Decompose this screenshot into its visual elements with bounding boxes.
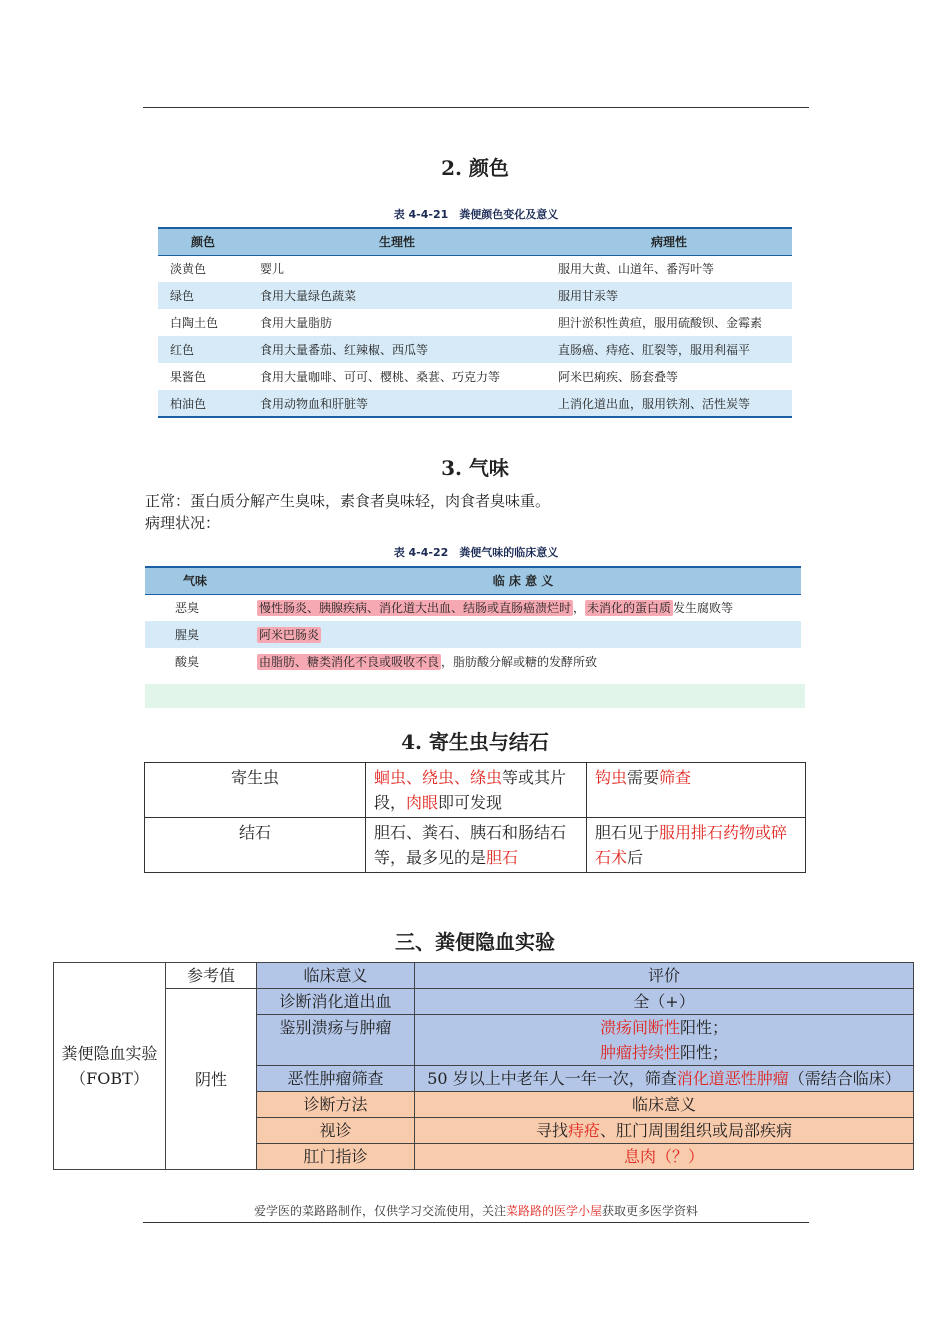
color-cell: 果酱色 <box>170 370 207 384</box>
odor-pathology-label: 病理状况： <box>145 514 221 532</box>
text: 阳性； <box>680 1043 729 1062</box>
bottom-rule <box>143 1222 809 1223</box>
ref-value-cell: 阴性 <box>166 989 257 1170</box>
color-cell: 柏油色 <box>158 390 248 417</box>
table-row <box>158 336 792 363</box>
highlight: 慢性肠炎、胰腺疾病、消化道大出血、结肠或直肠癌溃烂时 <box>259 601 572 616</box>
significance-header: 临床意义 <box>415 1092 914 1118</box>
odor-table <box>145 566 801 675</box>
color-cell: 淡黄色 <box>170 262 207 277</box>
table-row <box>158 309 792 336</box>
pathological-cell: 服用大黄、山道年、番泻叶等 <box>558 262 715 277</box>
table-row <box>158 363 792 390</box>
color-cell: 红色 <box>158 336 248 363</box>
table-row <box>145 594 801 621</box>
text: 爱学医的菜路路制作，仅供学习交流使用，关注 <box>253 1204 506 1218</box>
odor-normal-text: 正常：蛋白质分解产生臭味，素食者臭味轻，肉食者臭味重。 <box>145 492 551 510</box>
section-fobt-title: 三、粪便隐血实验 <box>395 930 555 954</box>
significance-cell <box>415 1144 914 1170</box>
text: 即可发现 <box>438 793 503 812</box>
text: 寻找 <box>535 1121 568 1140</box>
odor-table-header: 气味 <box>145 567 245 594</box>
physiological-cell: 婴儿 <box>260 262 285 277</box>
red-text: 蛔虫、绕虫、绦虫 <box>374 768 503 787</box>
text: 需要 <box>627 768 660 787</box>
red-text: 肉眼 <box>406 793 439 812</box>
significance-cell <box>245 621 801 648</box>
fobt-table <box>53 962 914 1170</box>
color-table-caption: 表 4-4-21 粪便颜色变化及意义 <box>393 208 559 221</box>
text: 获取更多医学资料 <box>602 1204 699 1218</box>
text: 发生腐败等 <box>673 601 734 616</box>
text: 胆石见于 <box>595 823 660 842</box>
evaluation-cell <box>415 1015 914 1066</box>
color-table-header: 病理性 <box>546 228 792 255</box>
table-row <box>145 818 806 873</box>
ref-header: 参考值 <box>166 963 257 989</box>
red-text: 痔疮 <box>567 1121 600 1140</box>
red-text: 钩虫 <box>595 768 628 787</box>
pathological-cell: 服用甘汞等 <box>546 282 792 309</box>
color-table-header: 颜色 <box>158 228 248 255</box>
odor-table-header: 临 床 意 义 <box>245 567 801 594</box>
odor-table-caption: 表 4-4-22 粪便气味的临床意义 <box>393 546 559 559</box>
red-text: 菜路路的医学小屋 <box>505 1204 602 1218</box>
method-header: 诊断方法 <box>257 1092 415 1118</box>
red-text: 服用排石药物或碎石术 <box>595 823 788 867</box>
section-parasite-title: 4. 寄生虫与结石 <box>401 730 549 754</box>
red-text: 消化道恶性肿瘤 <box>676 1069 789 1088</box>
test-name-cell: 粪便隐血实验（FOBT） <box>54 963 166 1170</box>
pathological-cell: 阿米巴痢疾、肠套叠等 <box>558 370 679 384</box>
text: 胆石、粪石、胰石和肠结石等，最多见的是 <box>374 823 567 867</box>
text: 阳性； <box>680 1018 729 1037</box>
physiological-cell: 食用大量脂肪 <box>260 316 333 330</box>
table-row <box>158 390 792 417</box>
top-rule <box>143 107 809 108</box>
color-table <box>158 227 792 418</box>
significance-cell: 恶性肿瘤筛查 <box>257 1066 415 1092</box>
physiological-cell: 食用大量绿色蔬菜 <box>248 282 546 309</box>
table-cell <box>366 763 587 818</box>
significance-cell: 鉴别溃疡与肿瘤 <box>257 1015 415 1066</box>
evaluation-cell <box>415 1066 914 1092</box>
pathological-cell: 上消化道出血，服用铁剂、活性炭等 <box>546 390 792 417</box>
footer-note <box>143 1202 809 1219</box>
table-row <box>145 763 806 818</box>
color-cell: 绿色 <box>158 282 248 309</box>
row-label: 结石 <box>145 818 366 873</box>
significance-header: 临床意义 <box>257 963 415 989</box>
physiological-cell: 食用大量咖啡、可可、樱桃、桑葚、巧克力等 <box>260 370 501 384</box>
highlight: 阿米巴肠炎 <box>259 628 320 642</box>
text: （需结合临床） <box>788 1069 901 1088</box>
method-cell: 视诊 <box>257 1118 415 1144</box>
significance-cell <box>245 594 801 621</box>
table-row <box>145 621 801 648</box>
red-text: 胆石 <box>486 848 519 867</box>
table-cell <box>366 818 587 873</box>
red-text: 筛查 <box>659 768 692 787</box>
color-cell: 白陶土色 <box>170 316 219 330</box>
evaluation-cell: 全（+） <box>415 989 914 1015</box>
table-row <box>158 282 792 309</box>
text: 50 岁以上中老年人一年一次，筛查 <box>427 1069 677 1088</box>
odor-cell: 腥臭 <box>145 621 245 648</box>
odor-cell: 酸臭 <box>175 655 200 669</box>
evaluation-header: 评价 <box>415 963 914 989</box>
text: ， <box>573 601 586 616</box>
section-color-title: 2. 颜色 <box>441 156 509 180</box>
significance-cell <box>245 648 801 675</box>
odor-cell: 恶臭 <box>175 601 200 616</box>
pathological-cell: 直肠癌、痔疮、肛裂等，服用利福平 <box>546 336 792 363</box>
table-row <box>54 989 914 1015</box>
red-text: 息肉（？） <box>623 1147 704 1166</box>
table-row <box>145 648 801 675</box>
text: 等或其片段， <box>374 768 567 812</box>
image-edge-strip <box>145 684 805 708</box>
highlight: 未消化的蛋白质 <box>587 601 672 616</box>
section-odor-title: 3. 气味 <box>441 456 509 480</box>
red-text: 溃疡间断性 <box>599 1018 680 1037</box>
text: ，脂肪酸分解或糖的发酵所致 <box>441 655 598 669</box>
text: 后 <box>627 848 644 867</box>
parasite-stone-table <box>144 762 806 873</box>
pathological-cell: 胆汁淤积性黄疸，服用硫酸钡、金霉素 <box>558 316 763 330</box>
table-cell <box>587 763 806 818</box>
physiological-cell: 食用动物血和肝脏等 <box>248 390 546 417</box>
significance-cell: 诊断消化道出血 <box>257 989 415 1015</box>
text: 、肛门周围组织或局部疾病 <box>600 1121 793 1140</box>
physiological-cell: 食用大量番茄、红辣椒、西瓜等 <box>248 336 546 363</box>
color-table-header: 生理性 <box>248 228 546 255</box>
table-row <box>54 963 914 989</box>
highlight: 由脂肪、糖类消化不良或吸收不良 <box>259 655 440 669</box>
red-text: 肿瘤持续性 <box>599 1043 680 1062</box>
significance-cell <box>415 1118 914 1144</box>
table-row <box>158 255 792 282</box>
table-cell <box>587 818 806 873</box>
method-cell: 肛门指诊 <box>257 1144 415 1170</box>
row-label: 寄生虫 <box>145 763 366 818</box>
